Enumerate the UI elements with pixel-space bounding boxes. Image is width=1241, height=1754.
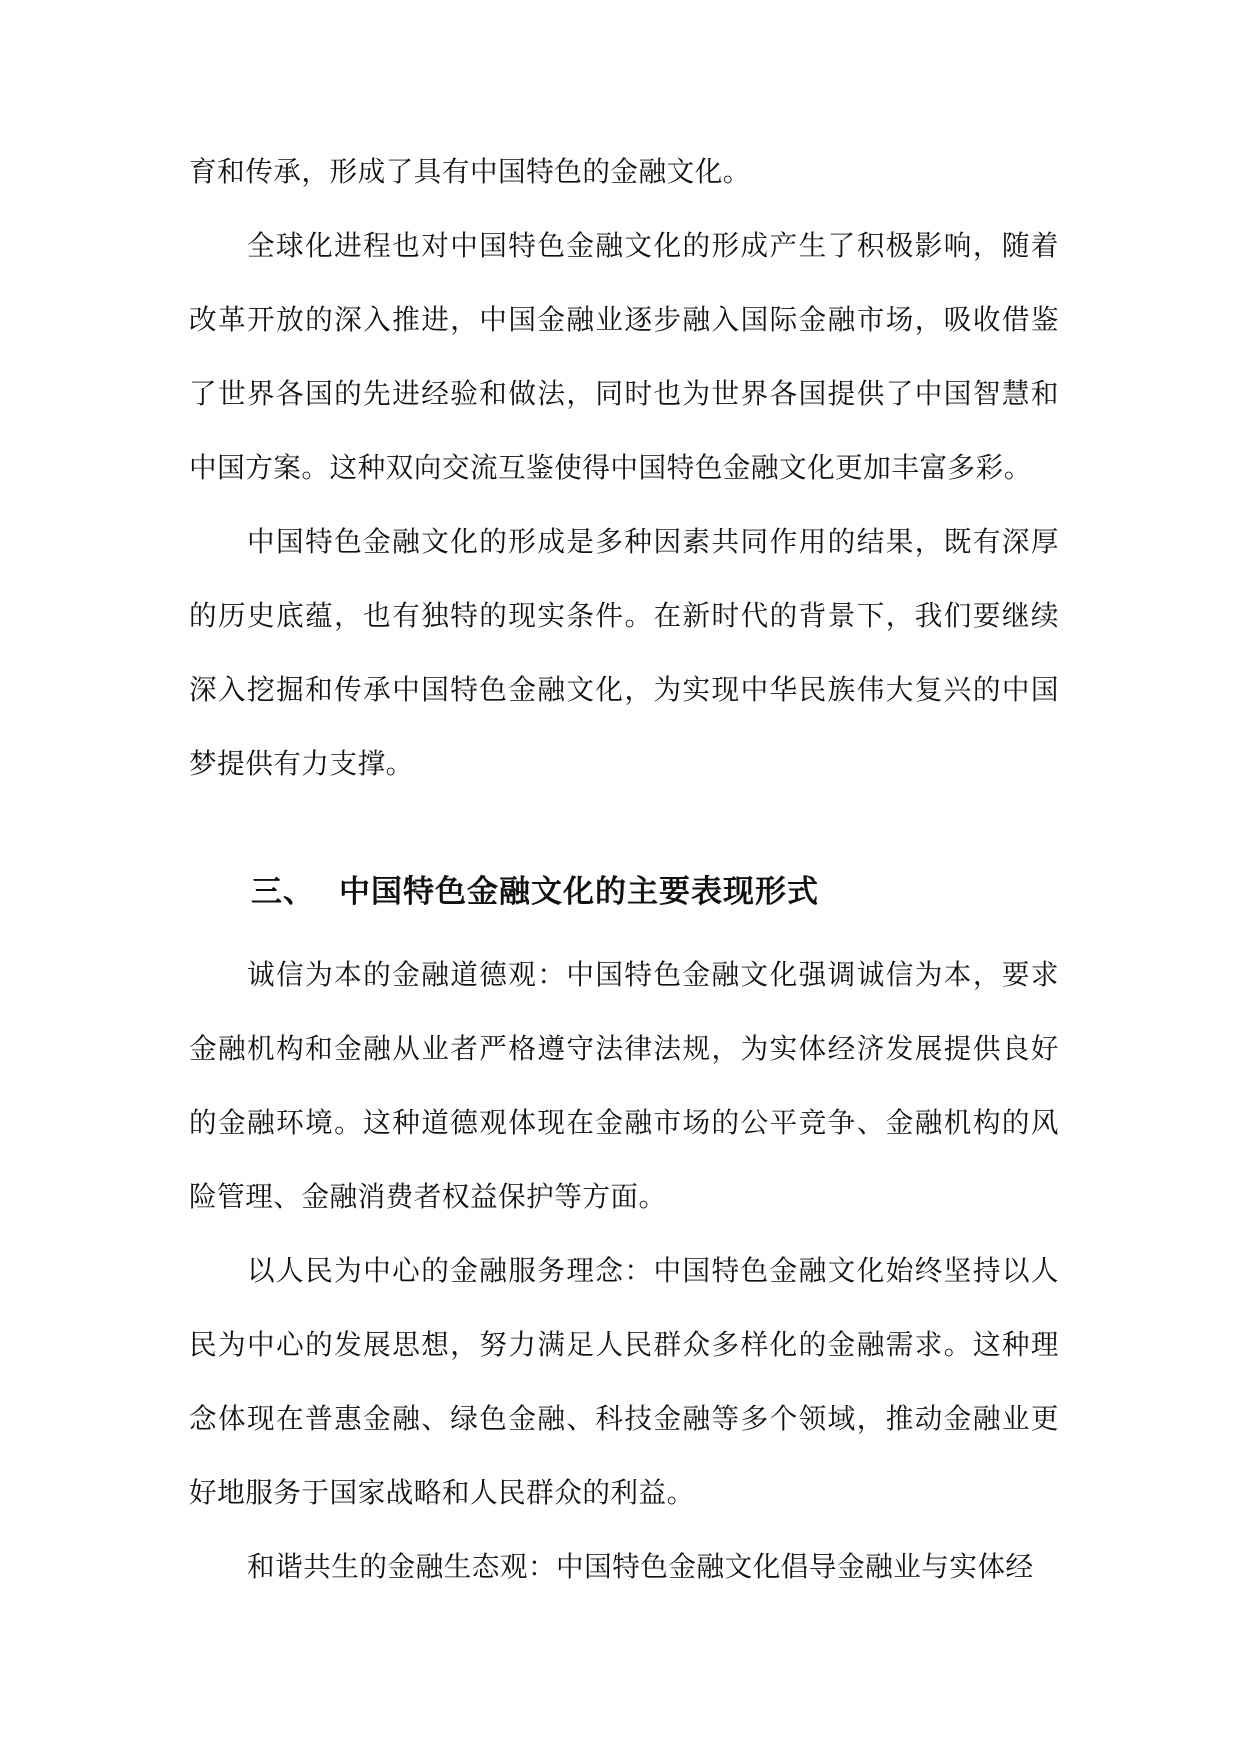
- paragraph-continuation: 育和传承，形成了具有中国特色的金融文化。: [189, 155, 751, 188]
- section-heading: [251, 862, 819, 922]
- section-title: 中国特色金融文化的主要表现形式: [339, 874, 819, 910]
- paragraph-integrity: 诚信为本的金融道德观：中国特色金融文化强调诚信为本，要求金融机构和金融从业者严格遵守法律法规，为实体经济发展提供良好的金融环境。这种道德观体现在金融市场的公平竞争、金融机构的风险管理、金融消费者权益保护等方面。: [189, 958, 1059, 1213]
- paragraph-formation-summary: 中国特色金融文化的形成是多种因素共同作用的结果，既有深厚的历史底蕴，也有独特的现实条件。在新时代的背景下，我们要继续深入挖掘和传承中国特色金融文化，为实现中华民族伟大复兴的中国梦提供有力支撑。: [189, 525, 1059, 780]
- paragraph-harmony: 和谐共生的金融生态观：中国特色金融文化倡导金融业与实体经: [247, 1550, 1034, 1583]
- section-number: 三、: [251, 874, 315, 910]
- paragraph-globalization: 全球化进程也对中国特色金融文化的形成产生了积极影响，随着改革开放的深入推进，中国金融业逐步融入国际金融市场，吸收借鉴了世界各国的先进经验和做法，同时也为世界各国提供了中国智慧和中国方案。这种双向交流互鉴使得中国特色金融文化更加丰富多彩。: [189, 229, 1059, 484]
- paragraph-people-centered: 以人民为中心的金融服务理念：中国特色金融文化始终坚持以人民为中心的发展思想，努力满足人民群众多样化的金融需求。这种理念体现在普惠金融、绿色金融、科技金融等多个领域，推动金融业更好地服务于国家战略和人民群众的利益。: [189, 1254, 1059, 1509]
